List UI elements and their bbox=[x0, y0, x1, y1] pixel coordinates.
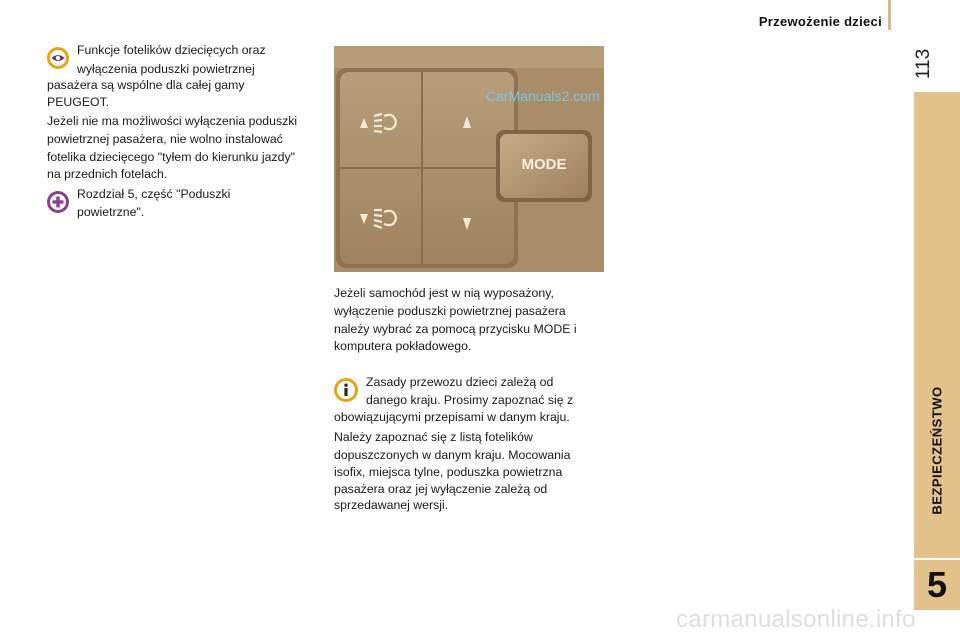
right-block3-line5: sprzedawanej wersji. bbox=[334, 498, 449, 512]
right-block1-line1: Jeżeli samochód jest w nią wyposażony, bbox=[334, 286, 554, 300]
right-block3-line3: isofix, miejsca tylne, poduszka powietrzna bbox=[334, 465, 563, 479]
right-block1-line4: komputera pokładowego. bbox=[334, 339, 472, 353]
section-title: Przewożenie dzieci bbox=[758, 14, 882, 29]
left-block2-line2: powietrznej pasażera, nie wolno instalować bbox=[47, 132, 283, 146]
plus-icon bbox=[47, 191, 69, 213]
right-block2-line3: obowiązującymi przepisami w danym kraju. bbox=[334, 410, 570, 424]
left-block2-line3: fotelika dziecięcego "tyłem do kierunku jazdy" bbox=[47, 150, 295, 164]
left-block2-line4: na przednich fotelach. bbox=[47, 167, 168, 181]
right-block2-line1: Zasady przewozu dzieci zależą od bbox=[366, 375, 554, 389]
mode-button-label: MODE bbox=[521, 156, 567, 173]
left-block3-line1: Rozdział 5, część "Poduszki bbox=[77, 187, 231, 201]
chapter-side-tab-label-box bbox=[914, 340, 960, 560]
left-block1-line4: PEUGEOT. bbox=[47, 95, 110, 109]
right-block2-line2: danego kraju. Prosimy zapoznać się z bbox=[366, 393, 574, 407]
right-block3-line2: dopuszczonych w danym kraju. Mocowania bbox=[334, 448, 571, 462]
page-number: 113 bbox=[913, 48, 934, 80]
right-block1-line3: należy wybrać za pomocą przycisku MODE i bbox=[334, 322, 577, 336]
footer-watermark: carmanualsonline.info bbox=[676, 606, 916, 633]
eye-icon bbox=[47, 47, 69, 69]
right-block1-line2: wyłączenie poduszki powietrznej pasażera bbox=[334, 304, 566, 318]
right-block3-line1: Należy zapoznać się z listą fotelików bbox=[334, 430, 533, 444]
left-block1-line2: wyłączenia poduszki powietrznej bbox=[77, 62, 255, 76]
header-rule bbox=[888, 0, 891, 30]
chapter-label: BEZPIECZEŃSTWO bbox=[929, 385, 945, 515]
right-block3-line4: pasażera oraz jej wyłączenie zależą od bbox=[334, 482, 548, 496]
left-block3-line2: powietrzne". bbox=[77, 205, 145, 219]
mode-button-photo bbox=[334, 46, 604, 272]
photo-watermark: CarManuals2.com bbox=[486, 88, 600, 104]
left-block2-line1: Jeżeli nie ma możliwości wyłączenia poduszki bbox=[47, 114, 298, 128]
left-block1-line3: pasażera są wspólne dla całej gamy bbox=[47, 78, 245, 92]
chapter-number: 5 bbox=[914, 560, 960, 610]
left-block1-line1: Funkcje fotelików dziecięcych oraz bbox=[77, 43, 266, 57]
info-icon bbox=[334, 378, 358, 402]
